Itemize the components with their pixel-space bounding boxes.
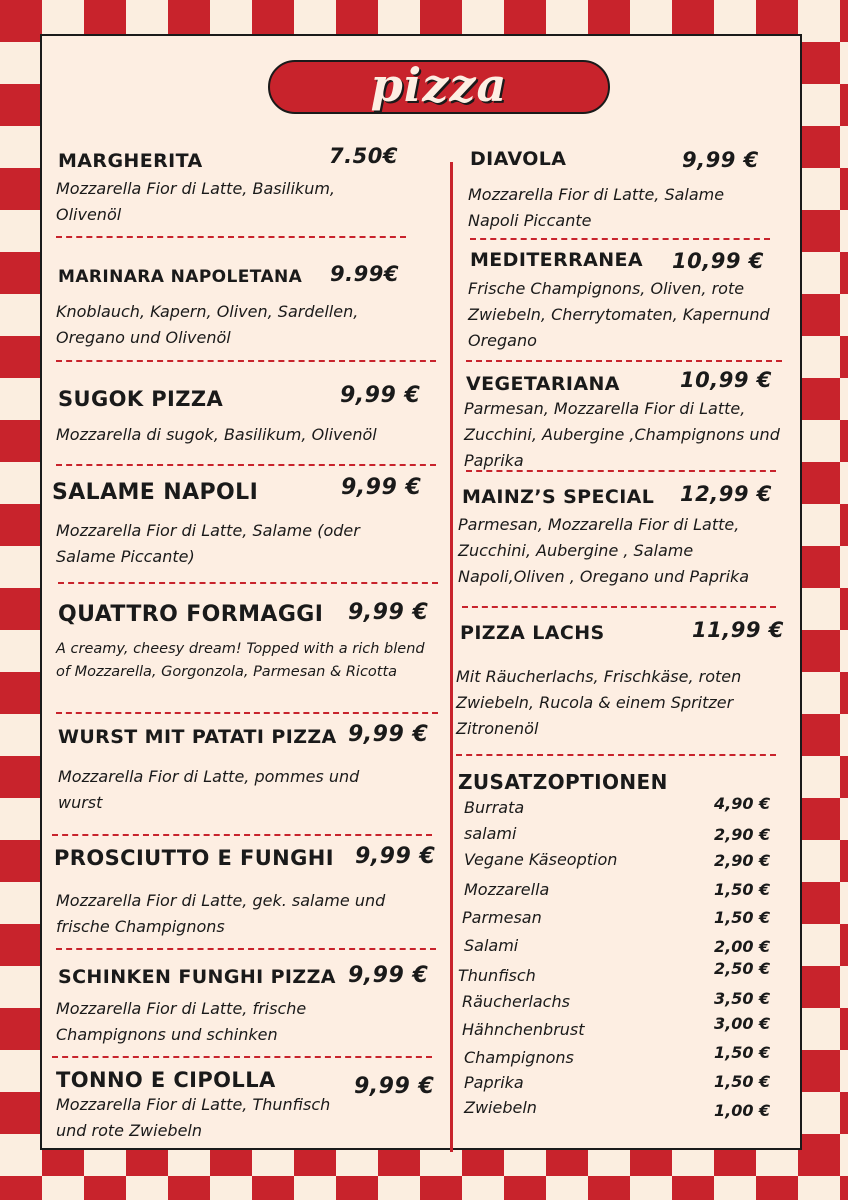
item-price-quattro-formaggi: 9,99 € (348, 600, 429, 625)
item-desc-tonno-e-cipolla: Mozzarella Fior di Latte, Thunfisch und rote Zwiebeln (56, 1095, 331, 1140)
column-divider (450, 162, 453, 1152)
menu-title: pizza (370, 58, 508, 112)
extra-name: Räucherlachs (462, 992, 570, 1011)
item-price-schinken-funghi-pizza: 9,99 € (348, 963, 429, 988)
separator (52, 1056, 432, 1058)
item-price-mainzs-special: 12,99 € (680, 482, 772, 506)
item-desc-pizza-lachs: Mit Räucherlachs, Frischkäse, roten Zwiebeln, Rucola & einem Spritzer Zitronenöl (456, 667, 742, 738)
item-name-diavola: DIAVOLA (470, 148, 567, 170)
extra-name: Salami (464, 936, 519, 955)
extra-name: Hähnchenbrust (462, 1020, 585, 1039)
item-name-marinara-napoletana: MARINARA NAPOLETANA (58, 267, 303, 287)
title-banner (268, 60, 610, 114)
extra-name: Paprika (464, 1073, 524, 1092)
separator (466, 360, 782, 362)
item-price-margherita: 7.50€ (329, 144, 398, 168)
item-desc-marinara-napoletana: Knoblauch, Kapern, Oliven, Sardellen, Oregano und Olivenöl (56, 302, 359, 347)
separator (466, 470, 776, 472)
item-desc-diavola: Mozzarella Fior di Latte, Salame Napoli Piccante (468, 185, 725, 230)
item-desc-wurst-mit-patati-pizza: Mozzarella Fior di Latte, pommes und wurst (58, 767, 360, 812)
extra-price: 3,00 € (714, 1014, 771, 1033)
item-price-prosciutto-e-funghi: 9,99 € (355, 844, 436, 869)
extra-name: Thunfisch (458, 966, 536, 985)
item-price-salame-napoli: 9,99 € (341, 475, 422, 500)
item-price-pizza-lachs: 11,99 € (692, 618, 784, 642)
item-desc-mainzs-special: Parmesan, Mozzarella Fior di Latte, Zucchini, Aubergine , Salame Napoli,Oliven , Oregano und Paprika (458, 515, 750, 586)
extra-price: 2,90 € (714, 825, 771, 844)
item-name-tonno-e-cipolla: TONNO E CIPOLLA (56, 1068, 276, 1092)
item-desc-sugok-pizza: Mozzarella di sugok, Basilikum, Olivenöl (56, 425, 377, 444)
separator (56, 236, 406, 238)
item-price-vegetariana: 10,99 € (680, 368, 772, 392)
item-name-schinken-funghi-pizza: SCHINKEN FUNGHI PIZZA (58, 966, 336, 988)
separator (58, 582, 438, 584)
item-price-sugok-pizza: 9,99 € (340, 383, 421, 408)
item-name-mainzs-special: MAINZ’S SPECIAL (462, 486, 655, 508)
item-desc-quattro-formaggi: A creamy, cheesy dream! Topped with a rich blend of Mozzarella, Gorgonzola, Parmesan & Ricotta (56, 641, 425, 680)
item-price-mediterranea: 10,99 € (672, 249, 764, 273)
menu-card (40, 34, 802, 1150)
extra-price: 1,00 € (714, 1101, 771, 1120)
extra-name: Vegane Käseoption (464, 850, 618, 869)
extras-title: ZUSATZOPTIONEN (458, 770, 668, 794)
extra-name: Mozzarella (464, 880, 550, 899)
item-name-margherita: MARGHERITA (58, 150, 203, 172)
item-name-prosciutto-e-funghi: PROSCIUTTO E FUNGHI (54, 846, 334, 870)
item-name-sugok-pizza: SUGOK PIZZA (58, 387, 224, 411)
item-desc-schinken-funghi-pizza: Mozzarella Fior di Latte, frische Champignons und schinken (56, 999, 307, 1044)
item-price-tonno-e-cipolla: 9,99 € (354, 1074, 435, 1099)
extra-price: 4,90 € (714, 794, 771, 813)
extra-price: 2,00 € (714, 937, 771, 956)
extra-price: 1,50 € (714, 1043, 771, 1062)
item-desc-salame-napoli: Mozzarella Fior di Latte, Salame (oder Salame Piccante) (56, 521, 360, 566)
extra-name: Zwiebeln (464, 1098, 537, 1117)
extra-price: 1,50 € (714, 1072, 771, 1091)
item-desc-vegetariana: Parmesan, Mozzarella Fior di Latte, Zucchini, Aubergine ,Champignons und Paprika (464, 399, 780, 470)
extra-price: 1,50 € (714, 908, 771, 927)
item-name-salame-napoli: SALAME NAPOLI (52, 480, 259, 505)
item-desc-mediterranea: Frische Champignons, Oliven, rote Zwiebeln, Cherrytomaten, Kapernund Oregano (468, 279, 770, 350)
separator (56, 464, 436, 466)
extra-name: Burrata (464, 798, 525, 817)
separator (462, 606, 776, 608)
extra-name: Champignons (464, 1048, 574, 1067)
separator (470, 238, 770, 240)
extra-price: 3,50 € (714, 989, 771, 1008)
extra-name: Parmesan (462, 908, 542, 927)
item-desc-margherita: Mozzarella Fior di Latte, Basilikum, Olivenöl (56, 179, 335, 224)
separator (56, 712, 438, 714)
extra-price: 1,50 € (714, 880, 771, 899)
separator (52, 834, 432, 836)
item-price-diavola: 9,99 € (682, 148, 759, 172)
item-price-wurst-mit-patati-pizza: 9,99 € (348, 722, 429, 747)
item-name-pizza-lachs: PIZZA LACHS (460, 622, 605, 644)
item-price-marinara-napoletana: 9.99€ (330, 262, 399, 286)
item-name-vegetariana: VEGETARIANA (466, 373, 620, 395)
extra-name: salami (464, 824, 517, 843)
separator (56, 360, 436, 362)
item-name-quattro-formaggi: QUATTRO FORMAGGI (58, 602, 324, 627)
extra-price: 2,90 € (714, 851, 771, 870)
separator (456, 754, 776, 756)
item-desc-prosciutto-e-funghi: Mozzarella Fior di Latte, gek. salame und frische Champignons (56, 891, 386, 936)
extra-price: 2,50 € (714, 959, 771, 978)
item-name-wurst-mit-patati-pizza: WURST MIT PATATI PIZZA (58, 726, 337, 748)
item-name-mediterranea: MEDITERRANEA (470, 249, 644, 271)
separator (56, 948, 436, 950)
